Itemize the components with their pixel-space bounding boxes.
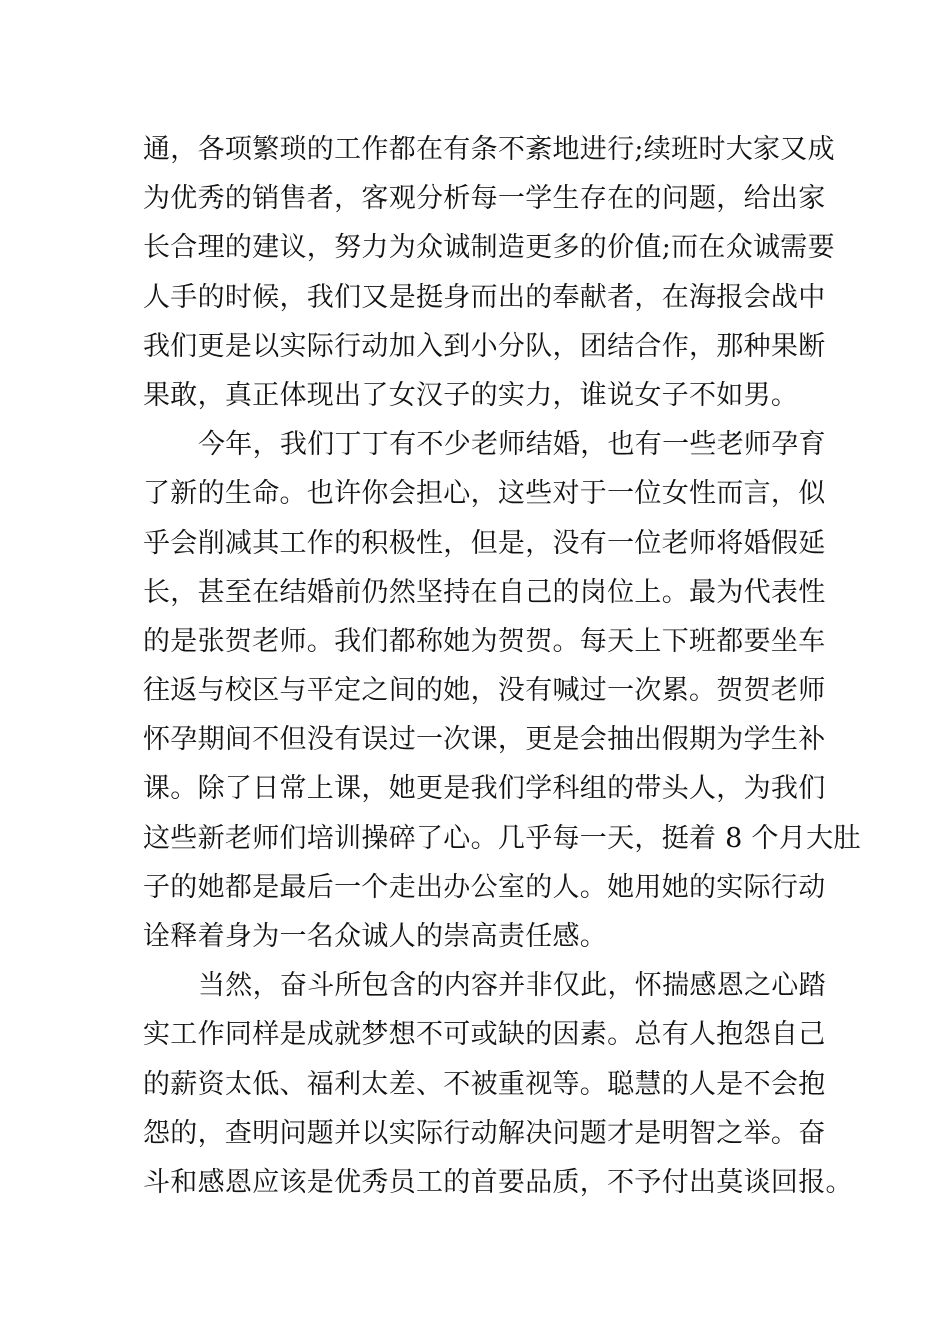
text-line: 为优秀的销售者，客观分析每一学生存在的问题，给出家 (143, 183, 826, 215)
text-line: 乎会削减其工作的积极性，但是，没有一位老师将婚假延 (143, 527, 826, 559)
paragraph-first-line: 今年，我们丁丁有不少老师结婚，也有一些老师孕育 (198, 429, 826, 461)
text-line: 果敢，真正体现出了女汉子的实力，谁说女子不如男。 (143, 379, 799, 411)
text-line: 往返与校区与平定之间的她，没有喊过一次累。贺贺老师 (143, 675, 826, 707)
text-line: 我们更是以实际行动加入到小分队，团结合作，那种果断 (143, 330, 826, 362)
text-line: 这些新老师们培训操碎了心。几乎每一天，挺着 8 个月大肚 (143, 822, 861, 854)
text-line: 的薪资太低、福利太差、不被重视等。聪慧的人是不会抱 (143, 1068, 826, 1100)
text-line: 实工作同样是成就梦想不可或缺的因素。总有人抱怨自己 (143, 1019, 826, 1051)
text-line: 长合理的建议，努力为众诚制造更多的价值;而在众诚需要 (143, 232, 835, 264)
text-line: 怨的，查明问题并以实际行动解决问题才是明智之举。奋 (143, 1117, 826, 1149)
text-line: 斗和感恩应该是优秀员工的首要品质，不予付出莫谈回报。 (143, 1166, 853, 1198)
text-line: 怀孕期间不但没有误过一次课，更是会抽出假期为学生补 (143, 724, 826, 756)
text-line: 了新的生命。也许你会担心，这些对于一位女性而言，似 (143, 478, 826, 510)
body-text (143, 125, 861, 1207)
text-line: 子的她都是最后一个走出办公室的人。她用她的实际行动 (143, 871, 826, 903)
text-line: 诠释着身为一名众诚人的崇高责任感。 (143, 921, 608, 952)
paragraph-first-line: 当然，奋斗所包含的内容并非仅此，怀揣感恩之心踏 (198, 970, 826, 1002)
text-line: 人手的时候，我们又是挺身而出的奉献者，在海报会战中 (143, 281, 826, 313)
text-line: 的是张贺老师。我们都称她为贺贺。每天上下班都要坐车 (143, 625, 826, 657)
text-line: 通，各项繁琐的工作都在有条不紊地进行;续班时大家又成 (143, 134, 835, 165)
text-line: 长，甚至在结婚前仍然坚持在自己的岗位上。最为代表性 (143, 576, 826, 608)
text-line: 课。除了日常上课，她更是我们学科组的带头人，为我们 (143, 773, 826, 805)
